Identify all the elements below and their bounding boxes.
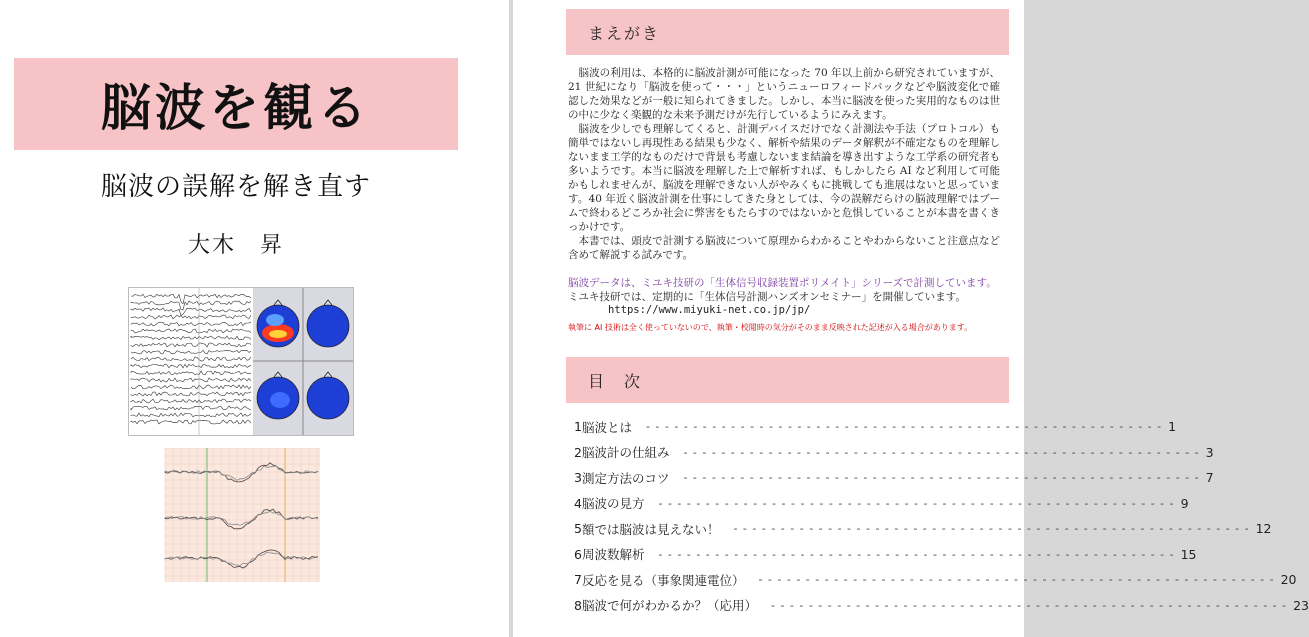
book-author: 大木 昇 (187, 233, 284, 258)
toc-leader: - - - - - - - - - - - - - - - - - - - - - - - - - - - - - - - - - - - - - - - - - - - - - - - - - - - - - - - (683, 445, 1200, 459)
toc-leader: - - - - - - - - - - - - - - - - - - - - - - - - - - - - - - - - - - - - - - - - - - - - - - - - - - - - - - - (658, 496, 1175, 510)
preface-body (568, 66, 1000, 262)
preface-paragraph: 本書では、頭皮で計測する脳波について原理からわかることやわからないこと注意点など含めて解説する試みです。 (568, 235, 1000, 261)
eeg-figure (128, 287, 354, 436)
toc-item[interactable] (574, 516, 1272, 542)
toc-page: 15 (1180, 546, 1197, 562)
erp-figure (165, 440, 320, 582)
website-link[interactable]: https://www.miyuki-net.co.jp/jp/ (608, 304, 811, 316)
toc-item[interactable] (574, 593, 1309, 619)
toc-label: 脳波で何がわかるか？（応用） (581, 598, 757, 614)
toc-page: 3 (1205, 444, 1214, 460)
head-map-region (270, 392, 290, 408)
toc-item[interactable] (574, 414, 1177, 440)
toc-number: 2 (574, 444, 582, 460)
toc-page: 1 (1168, 419, 1177, 435)
book-title: 脳波を観る (101, 79, 371, 137)
toc-item[interactable] (574, 491, 1189, 517)
toc-number: 5 (574, 521, 582, 537)
erp-waveform-chart (165, 440, 320, 582)
preface-heading: まえがき (566, 9, 1009, 55)
toc-number: 8 (574, 597, 582, 613)
toc-number: 6 (574, 546, 582, 562)
erp-plot-background (165, 448, 320, 582)
info-line-seminar: ミユキ技研では、定期的に「生体信号計測ハンズオンセミナー」を開催しています。 (568, 290, 966, 303)
head-map (307, 305, 349, 347)
ai-warning: 執筆に AI 技術は全く使っていないので、執筆・校閲時の気分がそのまま反映された記述が入る場合があります。 (568, 322, 973, 332)
info-line-data: 脳波データは、ミユキ技研の「生体信号収録装置ポリメイト」シリーズで計測しています。 (568, 277, 997, 289)
toc-heading: 目 次 (566, 357, 1009, 403)
toc-item[interactable] (574, 465, 1214, 491)
toc-number: 7 (574, 572, 582, 588)
toc-leader: - - - - - - - - - - - - - - - - - - - - - - - - - - - - - - - - - - - - - - - - - - - - - - - - - - - - - - - (658, 547, 1175, 561)
head-map-region (266, 314, 284, 326)
toc-page: 9 (1180, 495, 1189, 511)
toc-page: 12 (1255, 521, 1272, 537)
toc-page: 20 (1280, 572, 1297, 588)
toc-page: 7 (1205, 470, 1214, 486)
toc-label: 測定方法のコツ (581, 470, 670, 486)
toc-number: 4 (574, 495, 582, 511)
toc-leader: - - - - - - - - - - - - - - - - - - - - - - - - - - - - - - - - - - - - - - - - - - - - - - - - - - - - - - - (683, 471, 1200, 485)
erp-header-strip (165, 440, 320, 448)
toc-label: 脳波の見方 (581, 496, 645, 512)
toc-item[interactable] (574, 567, 1297, 593)
toc-item[interactable] (574, 440, 1214, 466)
eeg-traces-and-maps (129, 288, 353, 435)
cover-page (0, 0, 509, 637)
toc-label: 額では脳波は見えない！ (581, 521, 720, 537)
preface-paragraph: 脳波の利用は、本格的に脳波計測が可能になった 70 年以上前から研究されていますが、21 世紀になり「脳波を使って・・・」というニューロフィードバックなどや脳波変化で確認した効果などが一般に知られてきました。しかし、本当に脳波を使った実用的なものは世の中に少なく楽観的な未来予測だけが先行しているようにみえます。 (568, 67, 1000, 121)
toc-label: 反応を見る（事象関連電位） (581, 572, 745, 588)
table-of-contents (574, 414, 1309, 618)
info-block (568, 277, 1008, 334)
toc-leader: - - - - - - - - - - - - - - - - - - - - - - - - - - - - - - - - - - - - - - - - - - - - - - - - - - - - - - - (733, 522, 1250, 536)
toc-leader: - - - - - - - - - - - - - - - - - - - - - - - - - - - - - - - - - - - - - - - - - - - - - - - - - - - - - - - (770, 598, 1288, 612)
book-subtitle: 脳波の誤解を解き直す (100, 172, 371, 202)
toc-item[interactable] (574, 542, 1197, 568)
eeg-trace-area (129, 288, 253, 435)
toc-leader: - - - - - - - - - - - - - - - - - - - - - - - - - - - - - - - - - - - - - - - - - - - - - - - - - - - - - - - (758, 573, 1275, 587)
head-map-hotspot (269, 330, 287, 338)
head-map (307, 377, 349, 419)
toc-leader: - - - - - - - - - - - - - - - - - - - - - - - - - - - - - - - - - - - - - - - - - - - - - - - - - - - - - - - (645, 420, 1163, 434)
preface-paragraph: 脳波を少しでも理解してくると、計測デバイスだけでなく計測法や手法（プロトコル）も簡単ではないし再現性ある結果も少なく、解析や結果のデータ解釈が不確定なものを理解しないまま工学的なものだけで背景も考慮しないまま結論を導き出すような工学系の研究者も多いようです。本当に脳波を理解した上で解析すれば、もしかしたら AI など利用して可能かもしれませんが、脳波を理解できない人がやみくもに挑戦しても進展はないと思っています。40 年近く脳波計測を仕事にしてきた身としては、今の誤解だらけの脳波理解ではブームで終わるどころか社会に弊害をもたらすのではないかと危惧していることが本書を書くきっかけです。 (568, 123, 1000, 233)
toc-page: 23 (1293, 597, 1309, 613)
toc-number: 1 (574, 419, 582, 435)
toc-label: 周波数解析 (581, 547, 645, 563)
toc-number: 3 (574, 470, 582, 486)
toc-label: 脳波計の仕組み (581, 445, 670, 461)
toc-label: 脳波とは (581, 419, 632, 435)
title-band (14, 58, 458, 150)
